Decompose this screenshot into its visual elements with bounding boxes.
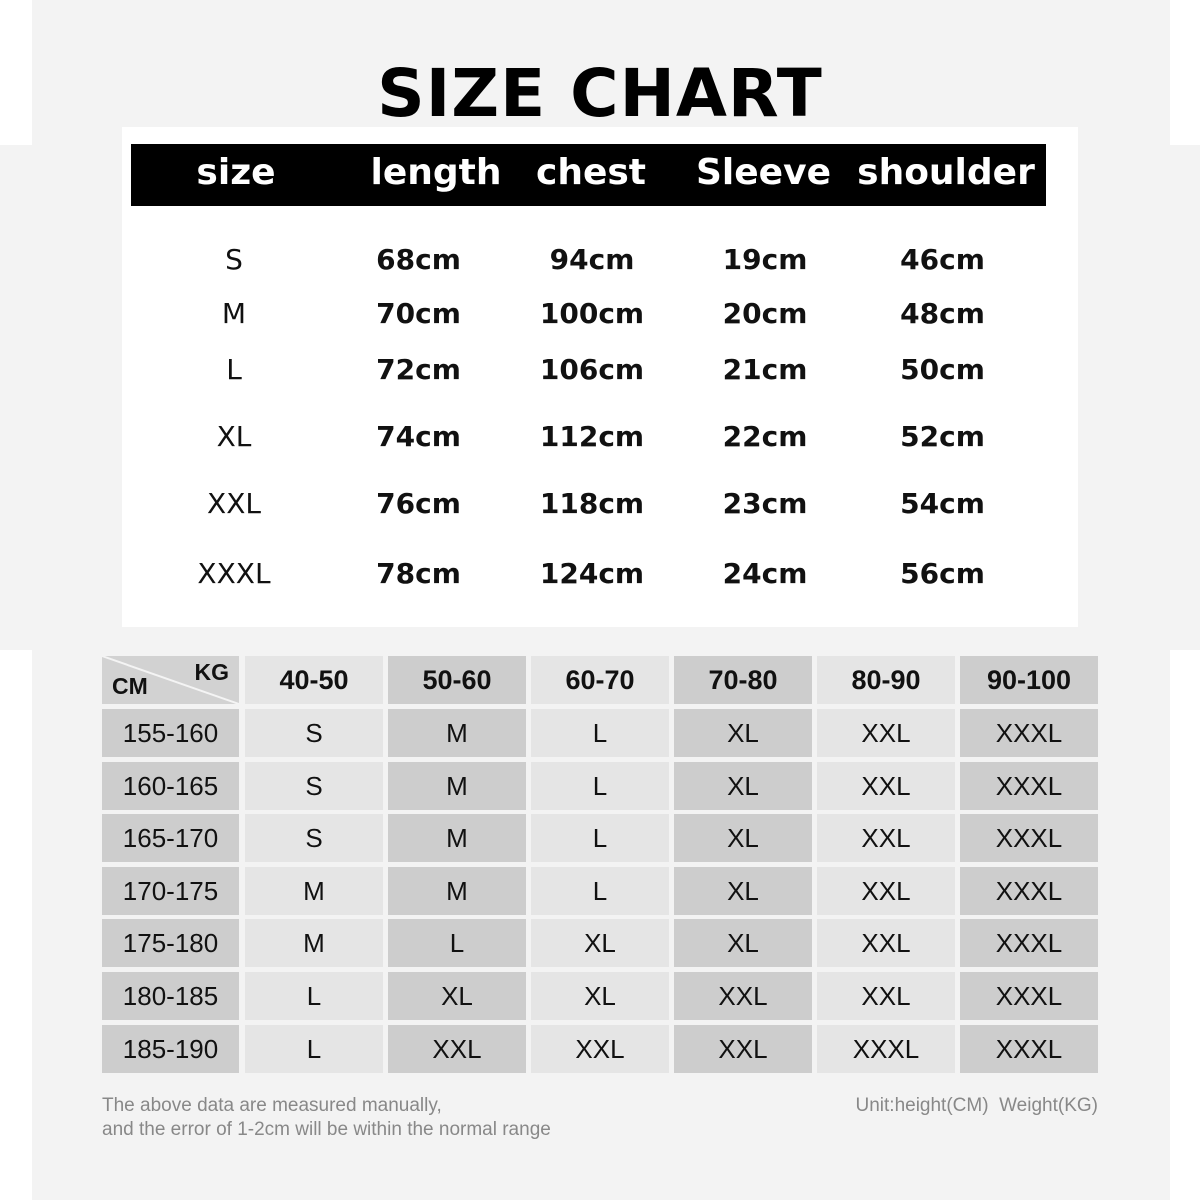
size-cell: XL bbox=[674, 762, 812, 810]
footnote-line-1: The above data are measured manually, bbox=[102, 1095, 442, 1116]
weight-header: 40-50 bbox=[245, 656, 383, 704]
measurement-value-cell: 22cm bbox=[722, 420, 808, 453]
measurement-value-cell: 24cm bbox=[722, 557, 808, 590]
size-cell: L bbox=[388, 919, 526, 967]
size-cell: S bbox=[245, 762, 383, 810]
size-cell: XXL bbox=[817, 762, 955, 810]
header-sleeve: Sleeve bbox=[696, 152, 831, 193]
size-cell: M bbox=[245, 867, 383, 915]
size-cell: XXL bbox=[674, 1025, 812, 1073]
weight-header: 90-100 bbox=[960, 656, 1098, 704]
size-cell: XXXL bbox=[960, 919, 1098, 967]
size-cell: XXXL bbox=[960, 814, 1098, 862]
size-cell: XXXL bbox=[960, 867, 1098, 915]
size-cell: XXL bbox=[817, 814, 955, 862]
height-label: 185-190 bbox=[102, 1025, 239, 1073]
size-cell: M bbox=[388, 814, 526, 862]
size-cell: L bbox=[245, 972, 383, 1020]
measurement-value-cell: 72cm bbox=[376, 353, 461, 386]
measurement-value-cell: 70cm bbox=[376, 297, 461, 330]
header-size: size bbox=[196, 152, 276, 193]
height-label: 165-170 bbox=[102, 814, 239, 862]
measurement-size-cell: M bbox=[221, 297, 247, 330]
size-cell: XXXL bbox=[960, 1025, 1098, 1073]
measurement-value-cell: 68cm bbox=[376, 243, 461, 276]
size-cell: XXXL bbox=[960, 709, 1098, 757]
measurement-header-bar bbox=[131, 144, 1046, 206]
size-cell: XXL bbox=[817, 867, 955, 915]
measurement-value-cell: 100cm bbox=[539, 297, 645, 330]
size-cell: XXL bbox=[817, 919, 955, 967]
size-cell: XL bbox=[531, 919, 669, 967]
measurement-size-cell: S bbox=[225, 243, 243, 276]
size-cell: XL bbox=[674, 919, 812, 967]
size-cell: L bbox=[531, 814, 669, 862]
measurement-value-cell: 50cm bbox=[900, 353, 985, 386]
measurement-value-cell: 106cm bbox=[539, 353, 645, 386]
measurement-value-cell: 20cm bbox=[722, 297, 808, 330]
weight-header: 60-70 bbox=[531, 656, 669, 704]
measurement-value-cell: 21cm bbox=[722, 353, 808, 386]
measurement-value-cell: 56cm bbox=[900, 557, 985, 590]
header-shoulder: shoulder bbox=[857, 152, 1035, 193]
size-cell: L bbox=[531, 709, 669, 757]
size-cell: L bbox=[245, 1025, 383, 1073]
measurement-value-cell: 48cm bbox=[900, 297, 985, 330]
size-cell: XL bbox=[674, 814, 812, 862]
size-cell: XXXL bbox=[960, 762, 1098, 810]
measurement-value-cell: 52cm bbox=[900, 420, 985, 453]
measurement-value-cell: 112cm bbox=[539, 420, 645, 453]
size-cell: XXL bbox=[531, 1025, 669, 1073]
size-cell: XXL bbox=[388, 1025, 526, 1073]
measurement-value-cell: 94cm bbox=[549, 243, 635, 276]
unit-note: Unit:height(CM) Weight(KG) bbox=[855, 1095, 1098, 1116]
size-cell: M bbox=[388, 867, 526, 915]
size-cell: L bbox=[531, 762, 669, 810]
size-cell: XXXL bbox=[817, 1025, 955, 1073]
header-chest: chest bbox=[535, 152, 647, 193]
measurement-value-cell: 23cm bbox=[722, 487, 808, 520]
size-cell: M bbox=[388, 762, 526, 810]
measurement-value-cell: 46cm bbox=[900, 243, 985, 276]
measurement-size-cell: L bbox=[226, 353, 242, 386]
height-label: 160-165 bbox=[102, 762, 239, 810]
size-cell: XL bbox=[388, 972, 526, 1020]
height-label: 180-185 bbox=[102, 972, 239, 1020]
size-cell: XXXL bbox=[960, 972, 1098, 1020]
weight-header: 80-90 bbox=[817, 656, 955, 704]
measurement-value-cell: 54cm bbox=[900, 487, 985, 520]
height-label: 175-180 bbox=[102, 919, 239, 967]
size-cell: XXL bbox=[817, 972, 955, 1020]
measurement-size-cell: XXXL bbox=[197, 557, 271, 590]
measurement-size-cell: XL bbox=[216, 420, 252, 453]
header-length: length bbox=[370, 152, 502, 193]
weight-unit-label: KG bbox=[194, 659, 229, 685]
measurement-value-cell: 74cm bbox=[376, 420, 461, 453]
size-cell: M bbox=[388, 709, 526, 757]
size-cell: S bbox=[245, 709, 383, 757]
size-cell: M bbox=[245, 919, 383, 967]
size-cell: XXL bbox=[674, 972, 812, 1020]
height-label: 170-175 bbox=[102, 867, 239, 915]
footnote bbox=[102, 1094, 551, 1142]
page-title: SIZE CHART bbox=[377, 55, 823, 132]
size-cell: XL bbox=[674, 709, 812, 757]
measurement-size-cell: XXL bbox=[207, 487, 261, 520]
measurement-value-cell: 78cm bbox=[376, 557, 461, 590]
measurement-value-cell: 76cm bbox=[376, 487, 461, 520]
height-label: 155-160 bbox=[102, 709, 239, 757]
measurement-value-cell: 124cm bbox=[539, 557, 645, 590]
size-cell: S bbox=[245, 814, 383, 862]
height-unit-label: CM bbox=[112, 673, 148, 699]
weight-header: 50-60 bbox=[388, 656, 526, 704]
footnote-line-2: and the error of 1-2cm will be within the normal range bbox=[102, 1119, 551, 1140]
size-cell: L bbox=[531, 867, 669, 915]
size-cell: XXL bbox=[817, 709, 955, 757]
size-cell: XL bbox=[531, 972, 669, 1020]
measurement-value-cell: 118cm bbox=[539, 487, 645, 520]
size-cell: XL bbox=[674, 867, 812, 915]
measurement-value-cell: 19cm bbox=[722, 243, 808, 276]
weight-header: 70-80 bbox=[674, 656, 812, 704]
table-corner bbox=[102, 656, 239, 704]
